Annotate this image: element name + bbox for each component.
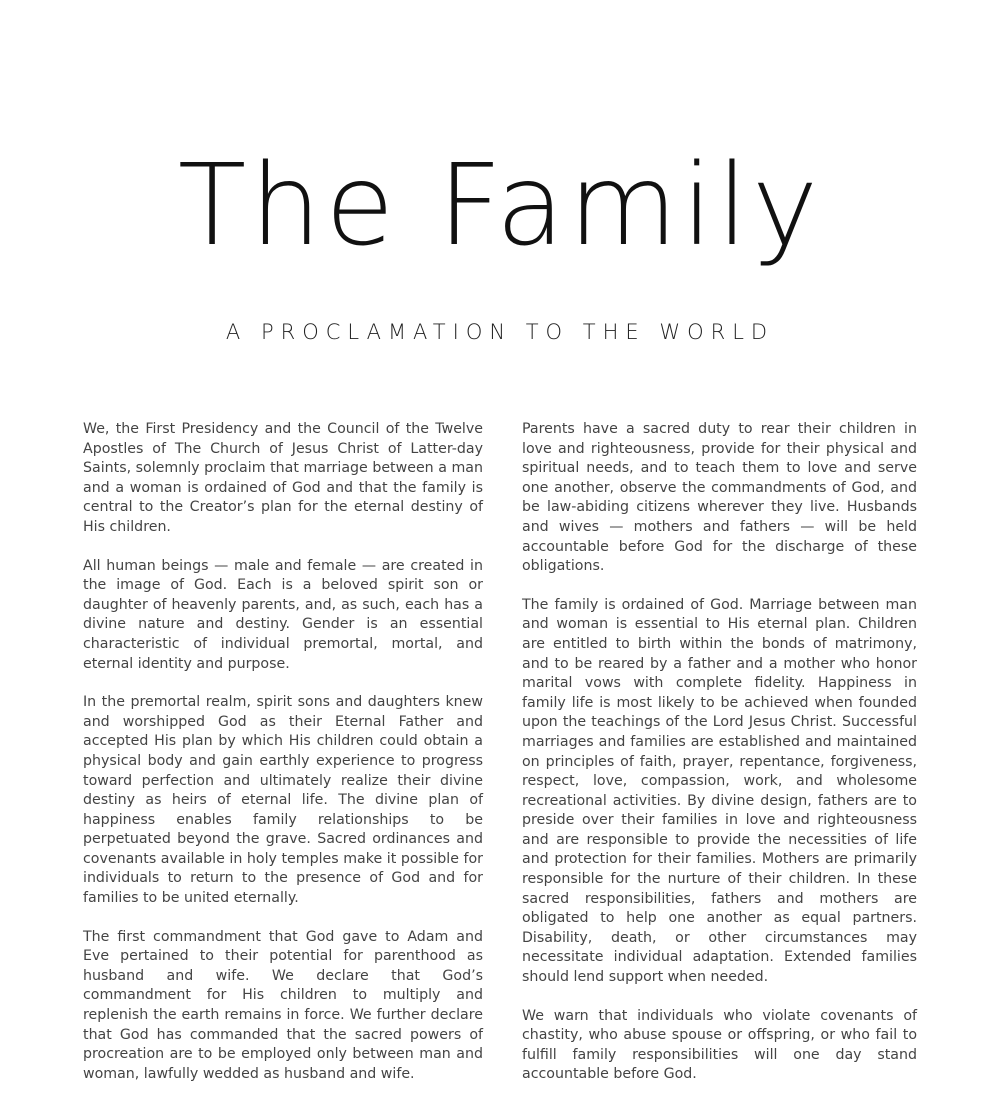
paragraph: All human beings — male and female — are created in the image of God. Each is a beloved spirit son or daughter of heavenly parents, and, as such, each has a divine nature and destiny. Gender is an essential characteristic of individual premortal, mortal, and eternal identity and purpose. bbox=[83, 557, 483, 672]
left-column bbox=[83, 420, 483, 1103]
paragraph: We, the First Presidency and the Council of the Twelve Apostles of The Church of Jesus Christ of Latter-day Saints, solemnly proclaim that marriage between a man and a woman is ordained of God and that the family is central to the Creator’s plan for the eternal destiny of His children. bbox=[83, 421, 483, 535]
document-title: The Family bbox=[177, 141, 823, 271]
right-column bbox=[522, 420, 917, 1104]
paragraph: In the premortal realm, spirit sons and daughters knew and worshipped God as their Eternal Father and accepted His plan by which His children could obtain a physical body and gain earthly experience to progress toward perfection and ultimately realize their divine destiny as heirs of eternal life. The divine plan of happiness enables family relationships to be perpetuated beyond the grave. Sacred ordinances and covenants available in holy temples make it possible for individuals to return to the presence of God and for families to be united eternally. bbox=[83, 694, 483, 907]
paragraph: Parents have a sacred duty to rear their children in love and righteousness, provide for their physical and spiritual needs, and to teach them to love and serve one another, observe the commandments of God, and be law-abiding citizens wherever they live. Husbands and wives — mothers and fathers — will be held accountable before God for the discharge of these obligations. bbox=[522, 421, 917, 575]
document-subtitle: A PROCLAMATION TO THE WORLD bbox=[225, 320, 775, 344]
paragraph: We warn that individuals who violate covenants of chastity, who abuse spouse or offspring, or who fail to fulfill family responsibilities will one day stand accountable before God. bbox=[522, 1007, 917, 1083]
paragraph: The first commandment that God gave to Adam and Eve pertained to their potential for parenthood as husband and wife. We declare that God’s commandment for His children to multiply and replenish the earth remains in force. We further declare that God has commanded that the sacred powers of procreation are to be employed only between man and woman, lawfully wedded as husband and wife. bbox=[83, 928, 483, 1082]
paragraph: The family is ordained of God. Marriage between man and woman is essential to His eternal plan. Children are entitled to birth within the bonds of matrimony, and to be reared by a father and a mother who honor marital vows with complete fidelity. Happiness in family life is most likely to be achieved when founded upon the teachings of the Lord Jesus Christ. Successful marriages and families are established and maintained on principles of faith, prayer, repentance, forgiveness, respect, love, compassion, work, and wholesome recreational activities. By divine design, fathers are to preside over their families in love and righteousness and are responsible to provide the necessities of life and protection for their families. Mothers are primarily responsible for the nurture of their children. In these sacred responsibilities, fathers and mothers are obligated to help one another as equal partners. Disability, death, or other circumstances may necessitate individual adaptation. Extended families should lend support when needed. bbox=[522, 596, 917, 986]
